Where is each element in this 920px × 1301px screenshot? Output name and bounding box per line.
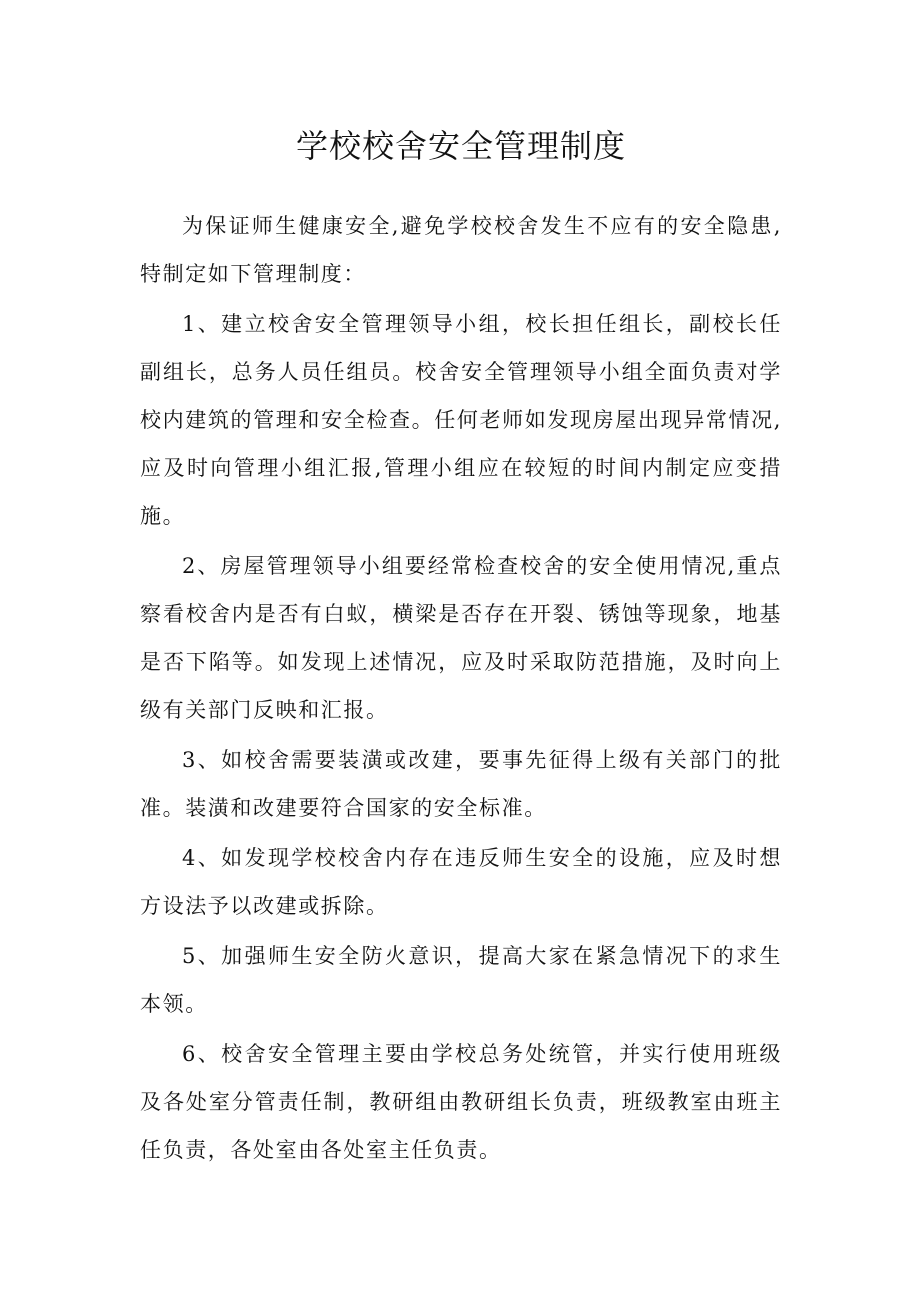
paragraph-item-1: 1、建立校舍安全管理领导小组，校长担任组长，副校长任副组长，总务人员任组员。校舍安全管理领导小组全面负责对学校内建筑的管理和安全检查。任何老师如发现房屋出现异常情况,应及时向管理小组汇报,管理小组应在较短的时间内制定应变措施。 — [140, 312, 782, 528]
paragraph-item-5: 5、加强师生安全防火意识，提高大家在紧急情况下的求生本领。 — [140, 944, 782, 1016]
paragraph-item-4: 4、如发现学校校舍内存在违反师生安全的设施，应及时想方设法予以改建或拆除。 — [140, 846, 782, 918]
document-title: 学校校舍安全管理制度 — [295, 127, 626, 165]
paragraph-item-3: 3、如校舍需要装潢或改建，要事先征得上级有关部门的批准。装潢和改建要符合国家的安全标准。 — [140, 748, 782, 820]
document-body — [140, 202, 782, 1174]
paragraph-item-2: 2、房屋管理领导小组要经常检查校舍的安全使用情况,重点察看校舍内是否有白蚁，横梁是否存在开裂、锈蚀等现象，地基是否下陷等。如发现上述情况，应及时采取防范措施，及时向上级有关部门反映和汇报。 — [140, 554, 782, 722]
paragraph-item-6: 6、校舍安全管理主要由学校总务处统管，并实行使用班级及各处室分管责任制，教研组由教研组长负责，班级教室由班主任负责，各处室由各处室主任负责。 — [140, 1042, 782, 1162]
paragraph-intro: 为保证师生健康安全,避免学校校舍发生不应有的安全隐患,特制定如下管理制度： — [140, 214, 782, 286]
